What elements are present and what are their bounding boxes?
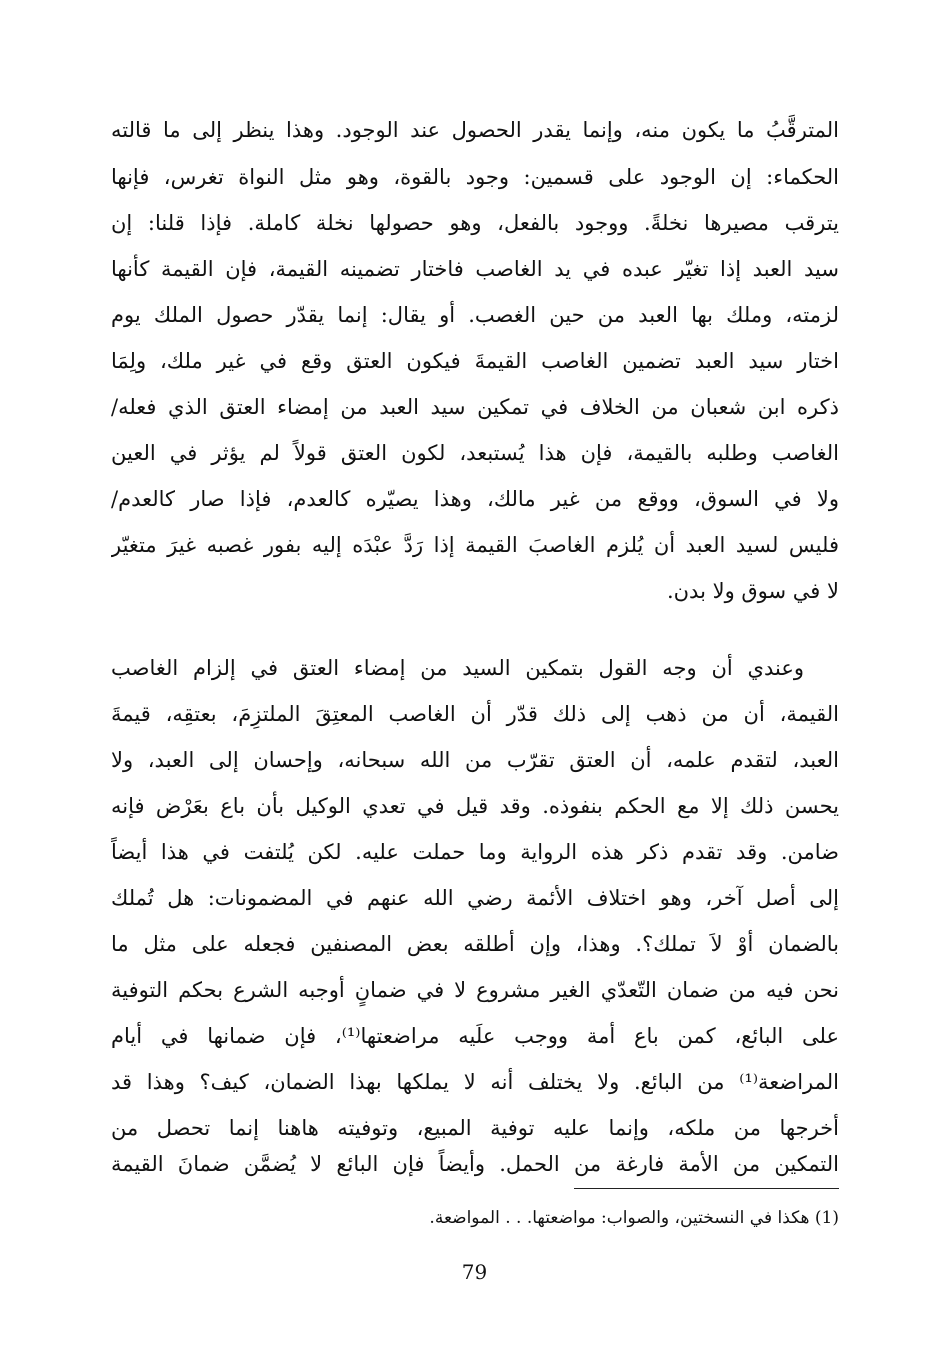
text-line: القيمة، أن من ذهب إلى ذلك قدّر أن الغاصب المعتِقَ الملتزِمَ، بعتقِه، قيمةَ [111, 702, 839, 726]
text-line: اختار سيد العبد تضمين الغاصب القيمةَ فيكون العتق وقع في غير ملك، ولِمَا [111, 349, 839, 373]
footnote: (1) هكذا في النسختين، والصواب: مواضعتها. . . المواضعة. [429, 1208, 839, 1228]
text-line: المراضعة⁽¹⁾ من البائع. ولا يختلف أنه لا يملكها بهذا الضمان، كيف؟ وهذا قد [111, 1070, 839, 1094]
page-number: 79 [461, 1260, 488, 1284]
text-line: المترقَّبُ ما يكون منه، وإنما يقدر الحصول عند الوجود. وهذا ينظر إلى ما قالته [111, 118, 839, 142]
text-line: يترقب مصيرها نخلةً. ووجود بالفعل، وهو حصولها نخلة كاملة. فإذا قلنا: إن [111, 211, 839, 235]
text-line: لزمته، وملك بها العبد من حين الغصب. أو يقال: إنما يقدّر حصول الملك يوم [111, 303, 839, 327]
text-line: العبد، لتقدم علمه، أن العتق تقرّب من الله سبحانه، وإحسان إلى العبد، ولا [111, 748, 839, 772]
text-line: الحكماء: إن الوجود على قسمين: وجود بالقوة، وهو مثل النواة تغرس، فإنها [111, 165, 839, 189]
footnote-divider [574, 1188, 839, 1189]
text-line: على البائع، كمن باع أمة ووجب علَيه مراضعتها⁽¹⁾، فإن ضمانها في أيام [111, 1024, 839, 1048]
text-line: وعندي أن وجه القول بتمكين السيد من إمضاء العتق في إلزام الغاصب [111, 656, 804, 680]
text-line: أخرجها من ملكه، وإنما عليه توفية المبيع، وتوفيته هاهنا إنما تحصل من [111, 1116, 839, 1140]
text-line: إلى أصل آخر، وهو اختلاف الأئمة رضي الله عنهم في المضمونات: هل تُملك [111, 886, 839, 910]
text-line: نحن فيه من ضمان التّعدّي الغير مشروع لا في ضمانٍ أوجبه الشرع بحكم التوفية [111, 978, 839, 1002]
text-line: التمكين من الأمة فارغة من الحمل. وأيضاً فإن البائع لا يُضمَّن ضمانَ القيمة [111, 1152, 839, 1176]
text-line: لا في سوق ولا بدن. [666, 579, 839, 603]
text-line: فليس لسيد العبد أن يُلزم الغاصبَ القيمة إذا رَدَّ عبْدَه إليه بفور غصبه غيرَ متغيّر [111, 533, 839, 557]
text-line: ذكره ابن شعبان من الخلاف في تمكين سيد العبد من إمضاء العتق الذي فعله/ [111, 395, 839, 419]
text-line: الغاصب وطلبه بالقيمة، فإن هذا يُستبعد، لكون العتق قولاً لم يؤثر في العين [111, 441, 839, 465]
text-line: ولا في السوق، ووقع من غير مالك، وهذا يصيّره كالعدم، فإذا صار كالعدم/ [111, 487, 839, 511]
text-line: بالضمان أوْ لاَ تملك؟. وهذا، وإن أطلقه بعض المصنفين فجعله على مثل ما [111, 932, 839, 956]
text-line: سيد العبد إذا تغيّر عبده في يد الغاصب فاختار تضمينه القيمة، فإن القيمة كأنها [111, 257, 839, 281]
text-line: ضامن. وقد تقدم ذكر هذه الرواية وما حملت عليه. لكن يُلتفت في هذا أيضاً [111, 840, 839, 864]
text-line: يحسن ذلك إلا مع الحكم بنفوذه. وقد قيل في تعدي الوكيل بأن باع بعَرْض فإنه [111, 794, 839, 818]
